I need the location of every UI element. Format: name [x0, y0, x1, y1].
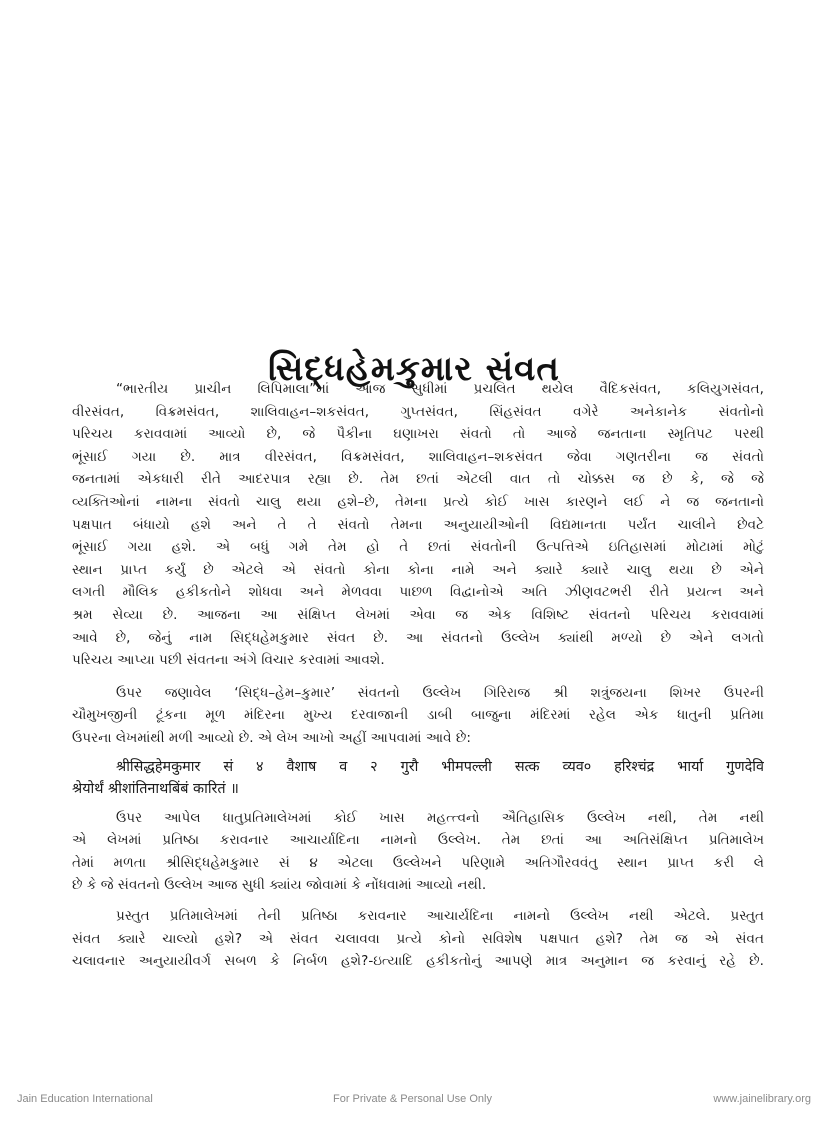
text-line: શ્રમ સેવ્યા છે. આજના આ સંક્ષિપ્ત લેખમાં એવા જ એક વિશિષ્ટ સંવતનો પરિચય કરાવવામાં [72, 606, 764, 623]
text-line: તેમાં મળતા શ્રીસિદ્ધહેમકુમાર સં ૪ એટલા ઉલ્લેખને પરિણામે અતિગૌરવવંતુ સ્થાન પ્રાપ્ત કરી લે [72, 854, 764, 871]
footer-website-link[interactable]: www.jainelibrary.org [713, 1093, 811, 1105]
text-line: સ્થાન પ્રાપ્ત કર્યું છે એટલે એ સંવતો કોના કોના નામે અને ક્યારે ક્યારે ચાલુ થયા છે એને [72, 561, 764, 578]
article-body [72, 378, 764, 981]
paragraph-intro [72, 378, 764, 672]
text-line: “ભારતીય પ્રાચીન લિપિમાલા”માં આજ સુધીમાં પ્રચલિત થયેલ વૈદિકસંવત, કલિયુગસંવત, [116, 381, 764, 397]
inscription-line: श्रेयोर्थं श्रीशांतिनाथबिंबं कारितं ॥ [72, 781, 239, 798]
paragraph-source [72, 682, 764, 750]
text-line: ઉપર જણાવેલ ‘સિદ્ધ–હેમ–કુમાર’ સંવતનો ઉલ્લેખ ગિરિરાજ શ્રી શત્રુંજયના શિખર ઉપરની [116, 684, 764, 701]
text-line: ઉપરના લેખમાંથી મળી આવ્યો છે. એ લેખ આખો અહીં આપવામાં આવે છે: [72, 729, 472, 746]
text-line: છે કે જે સંવતનો ઉલ્લેખ આજ સુધી ક્યાંય જોવામાં કે નોંધવામાં આવ્યો નથી. [72, 877, 487, 894]
page-footer [0, 1093, 828, 1109]
paragraph-conclusion [72, 905, 764, 973]
paragraph-analysis [72, 807, 764, 897]
text-line: લગતી મૌલિક હકીકતોને શોધવા અને મેળવવા પાછળ વિદ્વાનોએ અતિ ઝીણવટભરી રીતે પ્રયત્ન અને [72, 584, 764, 601]
page-title: સિદ્ધહેમકુમાર સંવત [268, 348, 560, 389]
footer-publisher: Jain Education International [17, 1093, 153, 1105]
text-line: ઉપર આપેલ ધાતુપ્રતિમાલેખમાં કોઈ ખાસ મહત્ત્વનો ઐતિહાસિક ઉલ્લેખ નથી, તેમ નથી [116, 809, 764, 826]
text-line: પક્ષપાત બંધાયો હશે અને તે તે સંવતો તેમના અનુયાયીઓની વિદ્યમાનતા પર્યંત ચાલીને છેવટે [72, 516, 764, 533]
text-line: વ્યક્તિઓનાં નામના સંવતો ચાલુ થયા હશે–છે, તેમના પ્રત્યે કોઈ ખાસ કારણને લઈ ને જ જનતાનો [72, 493, 764, 510]
text-line: જનતામાં એકધારી રીતે આદરપાત્ર રહ્યા છે. તેમ છતાં એટલી વાત તો ચોક્કસ જ છે કે, જે જે [72, 471, 764, 488]
inscription-line: श्रीसिद्धहेमकुमार सं ४ वैशाष व २ गुरौ भीमपल्ली सत्क व्यव० हरिश्चंद्र भार्या गुणदेवि [116, 758, 764, 775]
inscription-quote [72, 756, 764, 801]
text-line: પરિચય કરાવવામાં આવ્યો છે, જે પૈકીના ઘણાખરા સંવતો તો આજે જનતાના સ્મૃતિપટ પરથી [72, 426, 764, 443]
text-line: ભૂંસાઈ ગયા હશે. એ બધું ગમે તેમ હો તે છતાં સંવતોની ઉત્પત્તિએ ઇતિહાસમાં મોટામાં મોટું [72, 539, 764, 556]
text-line: એ લેખમાં પ્રતિષ્ઠા કરાવનાર આચાર્યાદિના નામનો ઉલ્લેખ. તેમ છતાં આ અતિસંક્ષિપ્ત પ્રતિમાલેખ [72, 832, 764, 849]
text-line: ભૂંસાઈ ગયા છે. માત્ર વીરસંવત, વિક્રમસંવત, શાલિવાહન–શકસંવત જેવા ગણતરીના જ સંવતો [72, 448, 764, 465]
footer-usage-note: For Private & Personal Use Only [333, 1093, 492, 1105]
text-line: પરિચય આપ્યા પછી સંવતના અંગે વિચાર કરવામાં આવશે. [72, 652, 385, 669]
text-line: સંવત ક્યારે ચાલ્યો હશે? એ સંવત ચલાવવા પ્રત્યે કોનો સવિશેષ પક્ષપાત હશે? તેમ જ એ સંવત [72, 930, 764, 947]
text-line: ચૌમુખજીની ટૂંકના મૂળ મંદિરના મુખ્ય દરવાજાની ડાબી બાજુના મંદિરમાં રહેલ એક ધાતુની પ્રતિમા [72, 707, 764, 724]
text-line: વીરસંવત, વિક્રમસંવત, શાલિવાહન–શકસંવત, ગુપ્તસંવત, સિંહસંવત વગેરે અનેકાનેક સંવતોનો [72, 403, 764, 420]
text-line: ચલાવનાર અનુયાયીવર્ગ સબળ કે નિર્બળ હશે?-ઇત્યાદિ હકીકતોનું આપણે માત્ર અનુમાન જ કરવાનું રહે છે. [72, 953, 764, 970]
text-line: આવે છે, જેનું નામ સિદ્ધહેમકુમાર સંવત છે. આ સંવતનો ઉલ્લેખ ક્યાંથી મળ્યો છે એને લગતો [72, 629, 764, 646]
text-line: પ્રસ્તુત પ્રતિમાલેખમાં તેની પ્રતિષ્ઠા કરાવનાર આચાર્યદિના નામનો ઉલ્લેખ નથી એટલે. પ્રસ્તુત [116, 908, 764, 925]
